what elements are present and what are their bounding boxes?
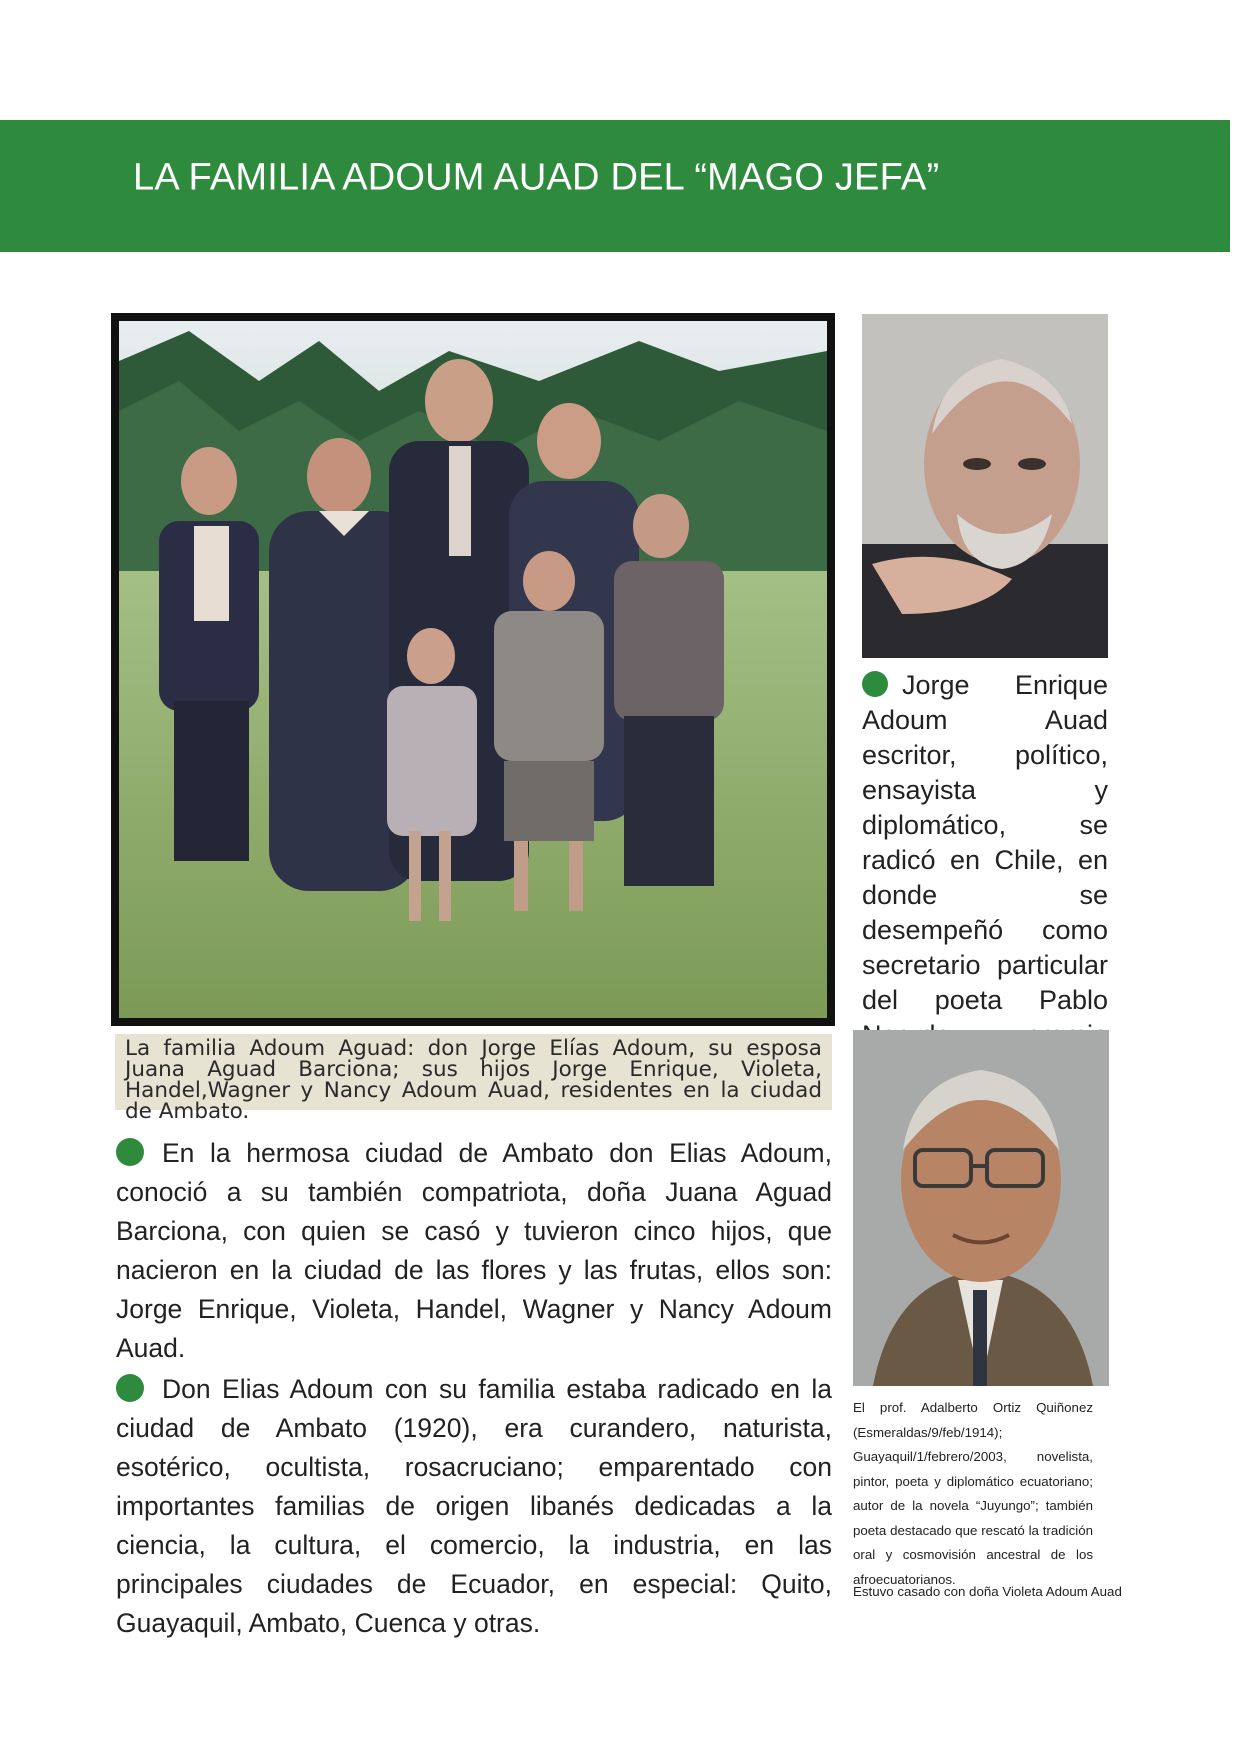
portrait-jorge-enrique: [862, 314, 1108, 658]
paragraph-2-text: Don Elias Adoum con su familia estaba radicado en la ciudad de Ambato (1920), era curandero, naturista, esotérico, ocultista, rosacruciano; emparentado con importantes familias de origen libanés dedicadas a la ciencia, la cultura, el comercio, la industria, en las principales ciudades de Ecuador, en especial: Quito, Guayaquil, Ambato, Cuenca y otras.: [116, 1374, 832, 1638]
family-photo-caption-text: La familia Adoum Aguad: don Jorge Elías Adoum, su esposa Juana Aguad Barciona; sus hijos Jorge Enrique, Violeta, Handel,Wagner y Nancy Adoum Auad, residentes en la ciudad de Ambato.: [125, 1036, 822, 1124]
bullet-dot-icon: [862, 671, 888, 697]
page-title: LA FAMILIA ADOUM AUAD DEL “MAGO JEFA”: [133, 156, 940, 199]
caption-adalberto-ortiz-last-line: Estuvo casado con doña Violeta Adoum Auad: [853, 1584, 1122, 1599]
paragraph-1-text: En la hermosa ciudad de Ambato don Elias Adoum, conoció a su también compatriota, doña Juana Aguad Barciona, con quien se casó y tuvieron cinco hijos, que nacieron en la ciudad de las flores y las frutas, ellos son: Jorge Enrique, Violeta, Handel, Wagner y Nancy Adoum Auad.: [116, 1138, 832, 1363]
caption-adalberto-ortiz: El prof. Adalberto Ortiz Quiñonez (Esmeraldas/9/feb/1914); Guayaquil/1/febrero/2003, novelista, pintor, poeta y diplomático ecuatoriano; autor de la novela “Juyungo”; también poeta destacado que rescató la tradición oral y cosmovisión ancestral de los afroecuatorianos.: [853, 1400, 1093, 1587]
header-banner: [0, 120, 1230, 252]
bullet-dot-icon: [116, 1138, 144, 1166]
portrait-jorge-enrique-image: [862, 314, 1108, 658]
family-photo-image: [119, 321, 827, 1018]
paragraph-2: [116, 1370, 832, 1643]
bio-jorge-enrique-text: Jorge Enrique Adoum Auad escritor, político, ensayista y diplomático, se radicó en Chile, en donde se desempeñó como secretario particular del poeta Pablo: [862, 670, 1108, 1015]
paragraph-1: [116, 1134, 832, 1368]
bullet-dot-icon: [116, 1374, 144, 1402]
family-photo: [111, 313, 835, 1026]
family-photo-caption: [115, 1034, 832, 1124]
portrait-adalberto-ortiz-image: [853, 1030, 1109, 1386]
portrait-adalberto-ortiz: [853, 1030, 1109, 1386]
